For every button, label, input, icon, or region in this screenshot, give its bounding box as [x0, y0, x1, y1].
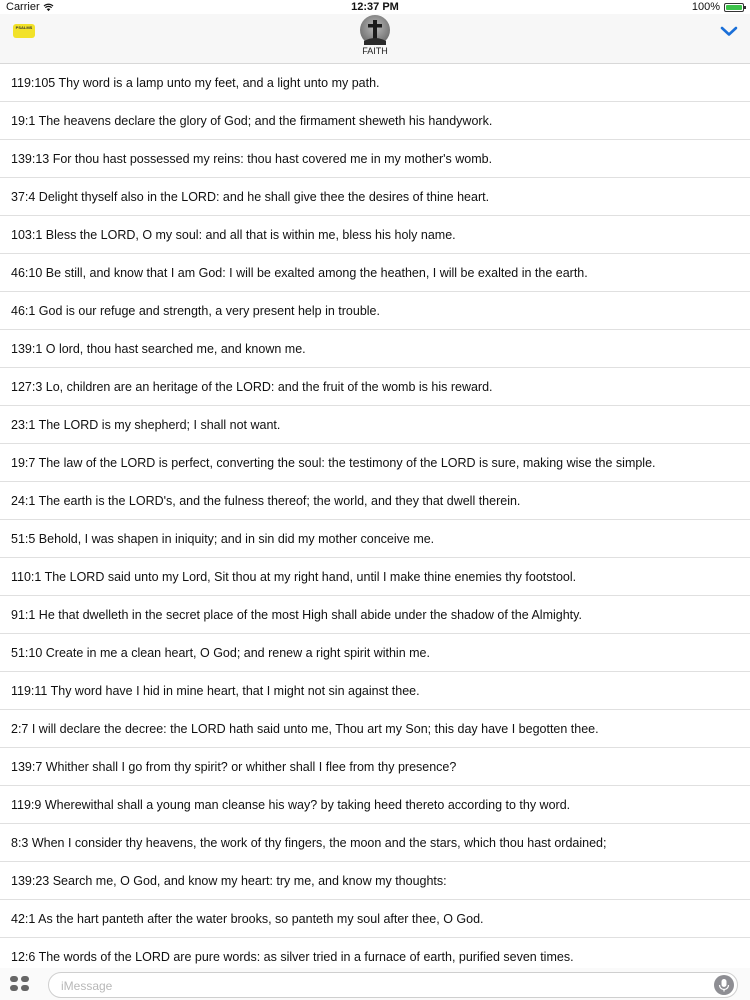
message-input[interactable]	[59, 976, 703, 996]
verse-row[interactable]: 119:9 Wherewithal shall a young man cleanse his way? by taking heed thereto according to thy word.	[0, 786, 750, 824]
page-title: FAITH	[362, 46, 388, 56]
verse-row[interactable]: 139:1 O lord, thou hast searched me, and known me.	[0, 330, 750, 368]
verse-row[interactable]: 42:1 As the hart panteth after the water brooks, so panteth my soul after thee, O God.	[0, 900, 750, 938]
verse-row[interactable]: 51:5 Behold, I was shapen in iniquity; and in sin did my mother conceive me.	[0, 520, 750, 558]
verse-row[interactable]: 119:11 Thy word have I hid in mine heart, that I might not sin against thee.	[0, 672, 750, 710]
verse-row[interactable]: 12:6 The words of the LORD are pure words: as silver tried in a furnace of earth, purified seven times.	[0, 938, 750, 976]
verse-row[interactable]: 139:7 Whither shall I go from thy spirit? or whither shall I flee from thy presence?	[0, 748, 750, 786]
battery-group	[692, 1, 744, 13]
verse-row[interactable]: 2:7 I will declare the decree: the LORD hath said unto me, Thou art my Son; this day have I begotten thee.	[0, 710, 750, 748]
message-composer	[0, 968, 750, 1000]
faith-cross-icon	[360, 15, 390, 45]
verse-row[interactable]: 19:7 The law of the LORD is perfect, converting the soul: the testimony of the LORD is sure, making wise the simple.	[0, 444, 750, 482]
verse-row[interactable]: 23:1 The LORD is my shepherd; I shall not want.	[0, 406, 750, 444]
verse-row[interactable]: 119:105 Thy word is a lamp unto my feet, and a light unto my path.	[0, 64, 750, 102]
verse-row[interactable]: 127:3 Lo, children are an heritage of the LORD: and the fruit of the womb is his reward.	[0, 368, 750, 406]
carrier-label: Carrier	[6, 1, 40, 13]
verse-row[interactable]: 8:3 When I consider thy heavens, the work of thy fingers, the moon and the stars, which thou hast ordained;	[0, 824, 750, 862]
verse-row[interactable]: 46:10 Be still, and know that I am God: I will be exalted among the heathen, I will be exalted in the earth.	[0, 254, 750, 292]
message-field[interactable]	[48, 972, 738, 998]
verse-row[interactable]: 46:1 God is our refuge and strength, a very present help in trouble.	[0, 292, 750, 330]
verse-row[interactable]: 51:10 Create in me a clean heart, O God; and renew a right spirit within me.	[0, 634, 750, 672]
psalms-app-icon[interactable]	[13, 24, 35, 38]
verse-row[interactable]: 103:1 Bless the LORD, O my soul: and all that is within me, bless his holy name.	[0, 216, 750, 254]
header	[0, 14, 750, 64]
app-drawer-icon[interactable]	[10, 976, 32, 994]
microphone-icon[interactable]	[714, 975, 734, 995]
verse-row[interactable]: 139:13 For thou hast possessed my reins: thou hast covered me in my mother's womb.	[0, 140, 750, 178]
verse-row[interactable]: 139:23 Search me, O God, and know my heart: try me, and know my thoughts:	[0, 862, 750, 900]
clock: 12:37 PM	[351, 1, 399, 13]
verse-row[interactable]: 110:1 The LORD said unto my Lord, Sit thou at my right hand, until I make thine enemies thy footstool.	[0, 558, 750, 596]
battery-icon	[724, 3, 744, 12]
verse-row[interactable]: 19:1 The heavens declare the glory of God; and the firmament sheweth his handywork.	[0, 102, 750, 140]
chevron-down-icon[interactable]	[720, 25, 738, 37]
status-bar	[0, 0, 750, 14]
battery-percent: 100%	[691, 1, 720, 13]
app-badge-label: PSALMS	[15, 25, 33, 30]
verse-row[interactable]: 37:4 Delight thyself also in the LORD: and he shall give thee the desires of thine heart.	[0, 178, 750, 216]
verse-row[interactable]: 24:1 The earth is the LORD's, and the fulness thereof; the world, and they that dwell therein.	[0, 482, 750, 520]
verse-row[interactable]: 91:1 He that dwelleth in the secret place of the most High shall abide under the shadow of the Almighty.	[0, 596, 750, 634]
verse-list	[0, 64, 750, 976]
